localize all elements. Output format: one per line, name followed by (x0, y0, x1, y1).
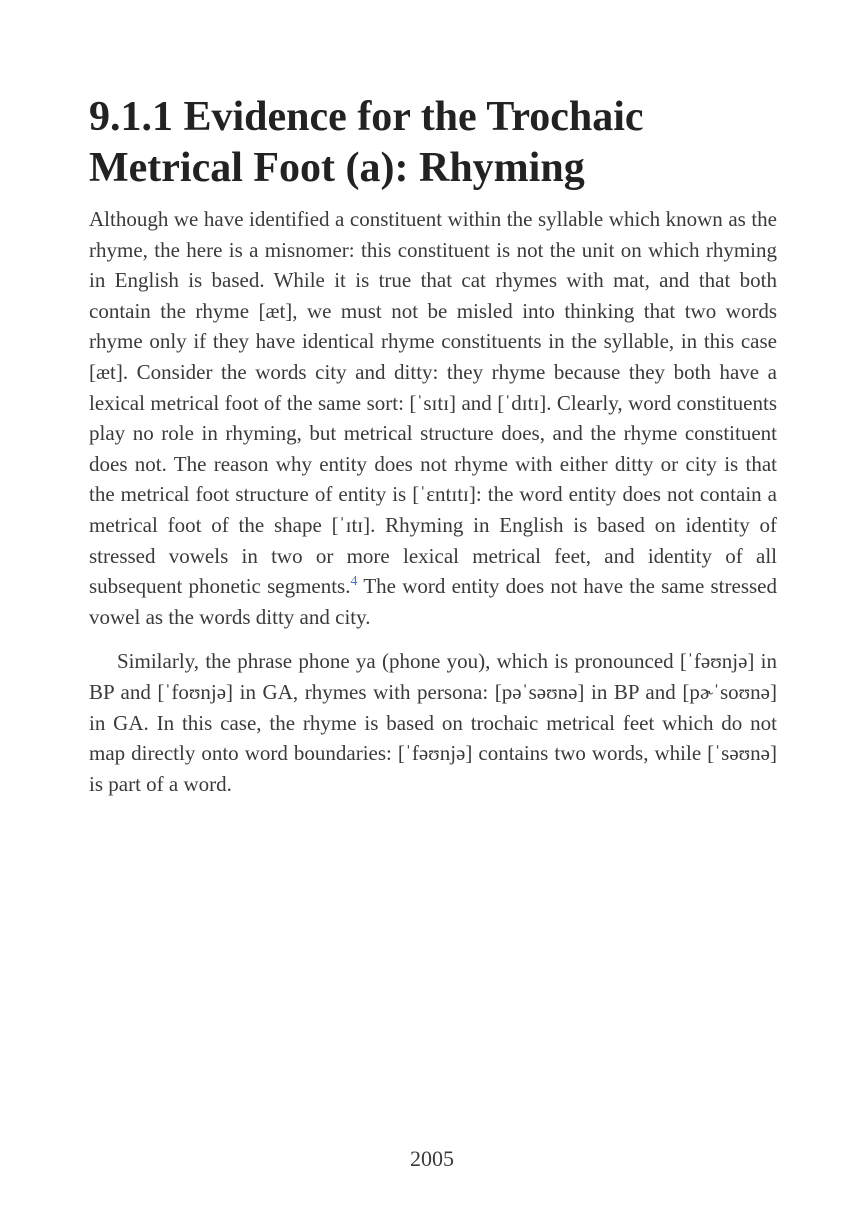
footnote-marker[interactable]: 4 (350, 574, 358, 590)
body-paragraph-2: Similarly, the phrase phone ya (phone you), which is pronounced [ˈfəʊnjə] in BP and [ˈfoʊnjə] in GA, rhymes with persona: [pəˈsəʊnə] in BP and [pɚˈsoʊnə] in GA. In this case, the rhyme is based on trochaic metrical feet which do not map directly onto word boundaries: [ˈfəʊnjə] contains two words, while [ˈsəʊnə] is part of a word. (89, 649, 777, 796)
paragraph-1-text-continued: The word entity does not have the same stressed vowel as the words ditty and city. (89, 574, 777, 629)
page-number: 2005 (410, 1146, 454, 1171)
section-heading: 9.1.1 Evidence for the Trochaic Metrical Foot (a): Rhyming (89, 94, 644, 191)
body-paragraph-1 (89, 204, 777, 632)
paragraph-1-text: Although we have identified a constituent within the syllable which known as the rhyme, the here is a misnomer: this constituent is not the unit on which rhyming in English is based. While it is true that cat rhymes with mat, and that both contain the rhyme [æt], we must not be misled into thinking that two words rhyme only if they have identical rhyme constituents in the syllable, in this case [æt]. Consider the words city and ditty: they rhyme because they both have a lexical metrical foot of the same sort: [ˈsɪtɪ] and [ˈdɪtɪ]. Clearly, word constituents play no role in rhyming, but metrical structure does, and the rhyme constituent does not. The reason why entity does not rhyme with either ditty or city is that the metrical foot structure of entity is [ˈɛntɪtɪ]: the word entity does not contain a metrical foot of the shape [ˈɪtɪ]. Rhyming in English is based on identity of stressed vowels in two or more lexical metrical feet, and identity of all subsequent phonetic segments. (89, 207, 777, 599)
document-page (89, 92, 777, 799)
